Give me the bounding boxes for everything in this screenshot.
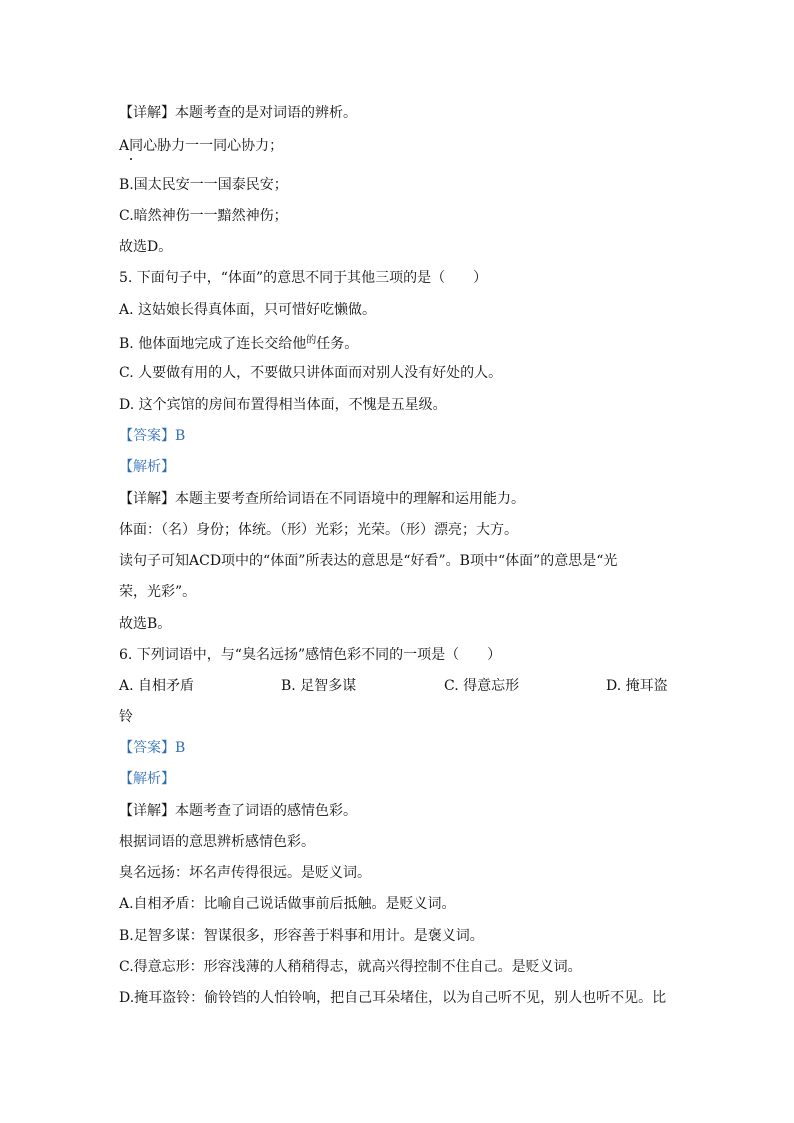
question-title: 5. 下面句子中，“体面”的意思不同于其他三项的是（ ） bbox=[119, 270, 488, 286]
option-c: C. 得意忘形 bbox=[444, 678, 520, 694]
option-a: A. 自相矛盾 bbox=[119, 678, 195, 694]
text-line: 【详解】本题主要考查所给词语在不同语境中的理解和运用能力。 bbox=[119, 491, 525, 507]
text-line: B.国太民安一一国泰民安； bbox=[119, 177, 288, 193]
option-text: 任务。 bbox=[316, 336, 359, 352]
text-line: 读句子可知ACD项中的“体面”所表达的意思是“好看”。B项中“体面”的意思是“光 bbox=[119, 553, 618, 569]
text-line: B.足智多谋：智谋很多，形容善于料事和用计。是褒义词。 bbox=[119, 928, 484, 944]
emphasis-dot bbox=[130, 158, 132, 160]
text-line: 根据词语的意思辨析感情色彩。 bbox=[119, 834, 315, 850]
superscript-char: 的 bbox=[306, 335, 317, 346]
text-line: 荣，光彩”。 bbox=[119, 584, 197, 600]
text-line: C.暗然神伤一一黯然神伤； bbox=[119, 208, 288, 224]
option-b: B. 足智多谋 bbox=[281, 678, 357, 694]
option-line: C. 人要做有用的人，不要做只讲体面而对别人没有好处的人。 bbox=[119, 365, 503, 381]
text-line: 臭名远扬：坏名声传得很远。是贬义词。 bbox=[119, 865, 371, 881]
analysis-label: 【解析】 bbox=[119, 459, 175, 475]
text-line: 故选B。 bbox=[119, 616, 172, 632]
option-text: B. 他体面地完成了连长交给他 bbox=[119, 336, 307, 352]
text-line: A.自相矛盾：比喻自己说话做事前后抵触。是贬义词。 bbox=[119, 896, 456, 912]
answer-label: 【答案】B bbox=[119, 428, 186, 444]
question-title: 6. 下列词语中，与“臭名远扬”感情色彩不同的一项是（ ） bbox=[119, 647, 502, 663]
option-d: D. 掩耳盗 bbox=[606, 678, 668, 694]
option-line: A. 这姑娘长得真体面，只可惜好吃懒做。 bbox=[119, 302, 377, 318]
text-line: D.掩耳盗铃：偷铃铛的人怕铃响，把自己耳朵堵住，以为自己听不见，别人也听不见。比 bbox=[119, 990, 667, 1006]
text-line: 体面：（名）身份；体统。（形）光彩；光荣。（形）漂亮；大方。 bbox=[119, 522, 518, 538]
text-line: A同心胁力一一同心协力； bbox=[119, 138, 284, 154]
text-line: 【详解】本题考查的是对词语的辨析。 bbox=[119, 105, 357, 121]
option-line: D. 这个宾馆的房间布置得相当体面，不愧是五星级。 bbox=[119, 397, 447, 413]
text-line: 铃 bbox=[119, 709, 133, 725]
text-line: C.得意忘形：形容浅薄的人稍稍得志，就高兴得控制不住自己。是贬义词。 bbox=[119, 959, 582, 975]
analysis-label: 【解析】 bbox=[119, 771, 175, 787]
answer-label: 【答案】B bbox=[119, 740, 186, 756]
option-line bbox=[119, 335, 358, 355]
text-line: 故选D。 bbox=[119, 239, 173, 255]
text-line: 【详解】本题考查了词语的感情色彩。 bbox=[119, 803, 357, 819]
